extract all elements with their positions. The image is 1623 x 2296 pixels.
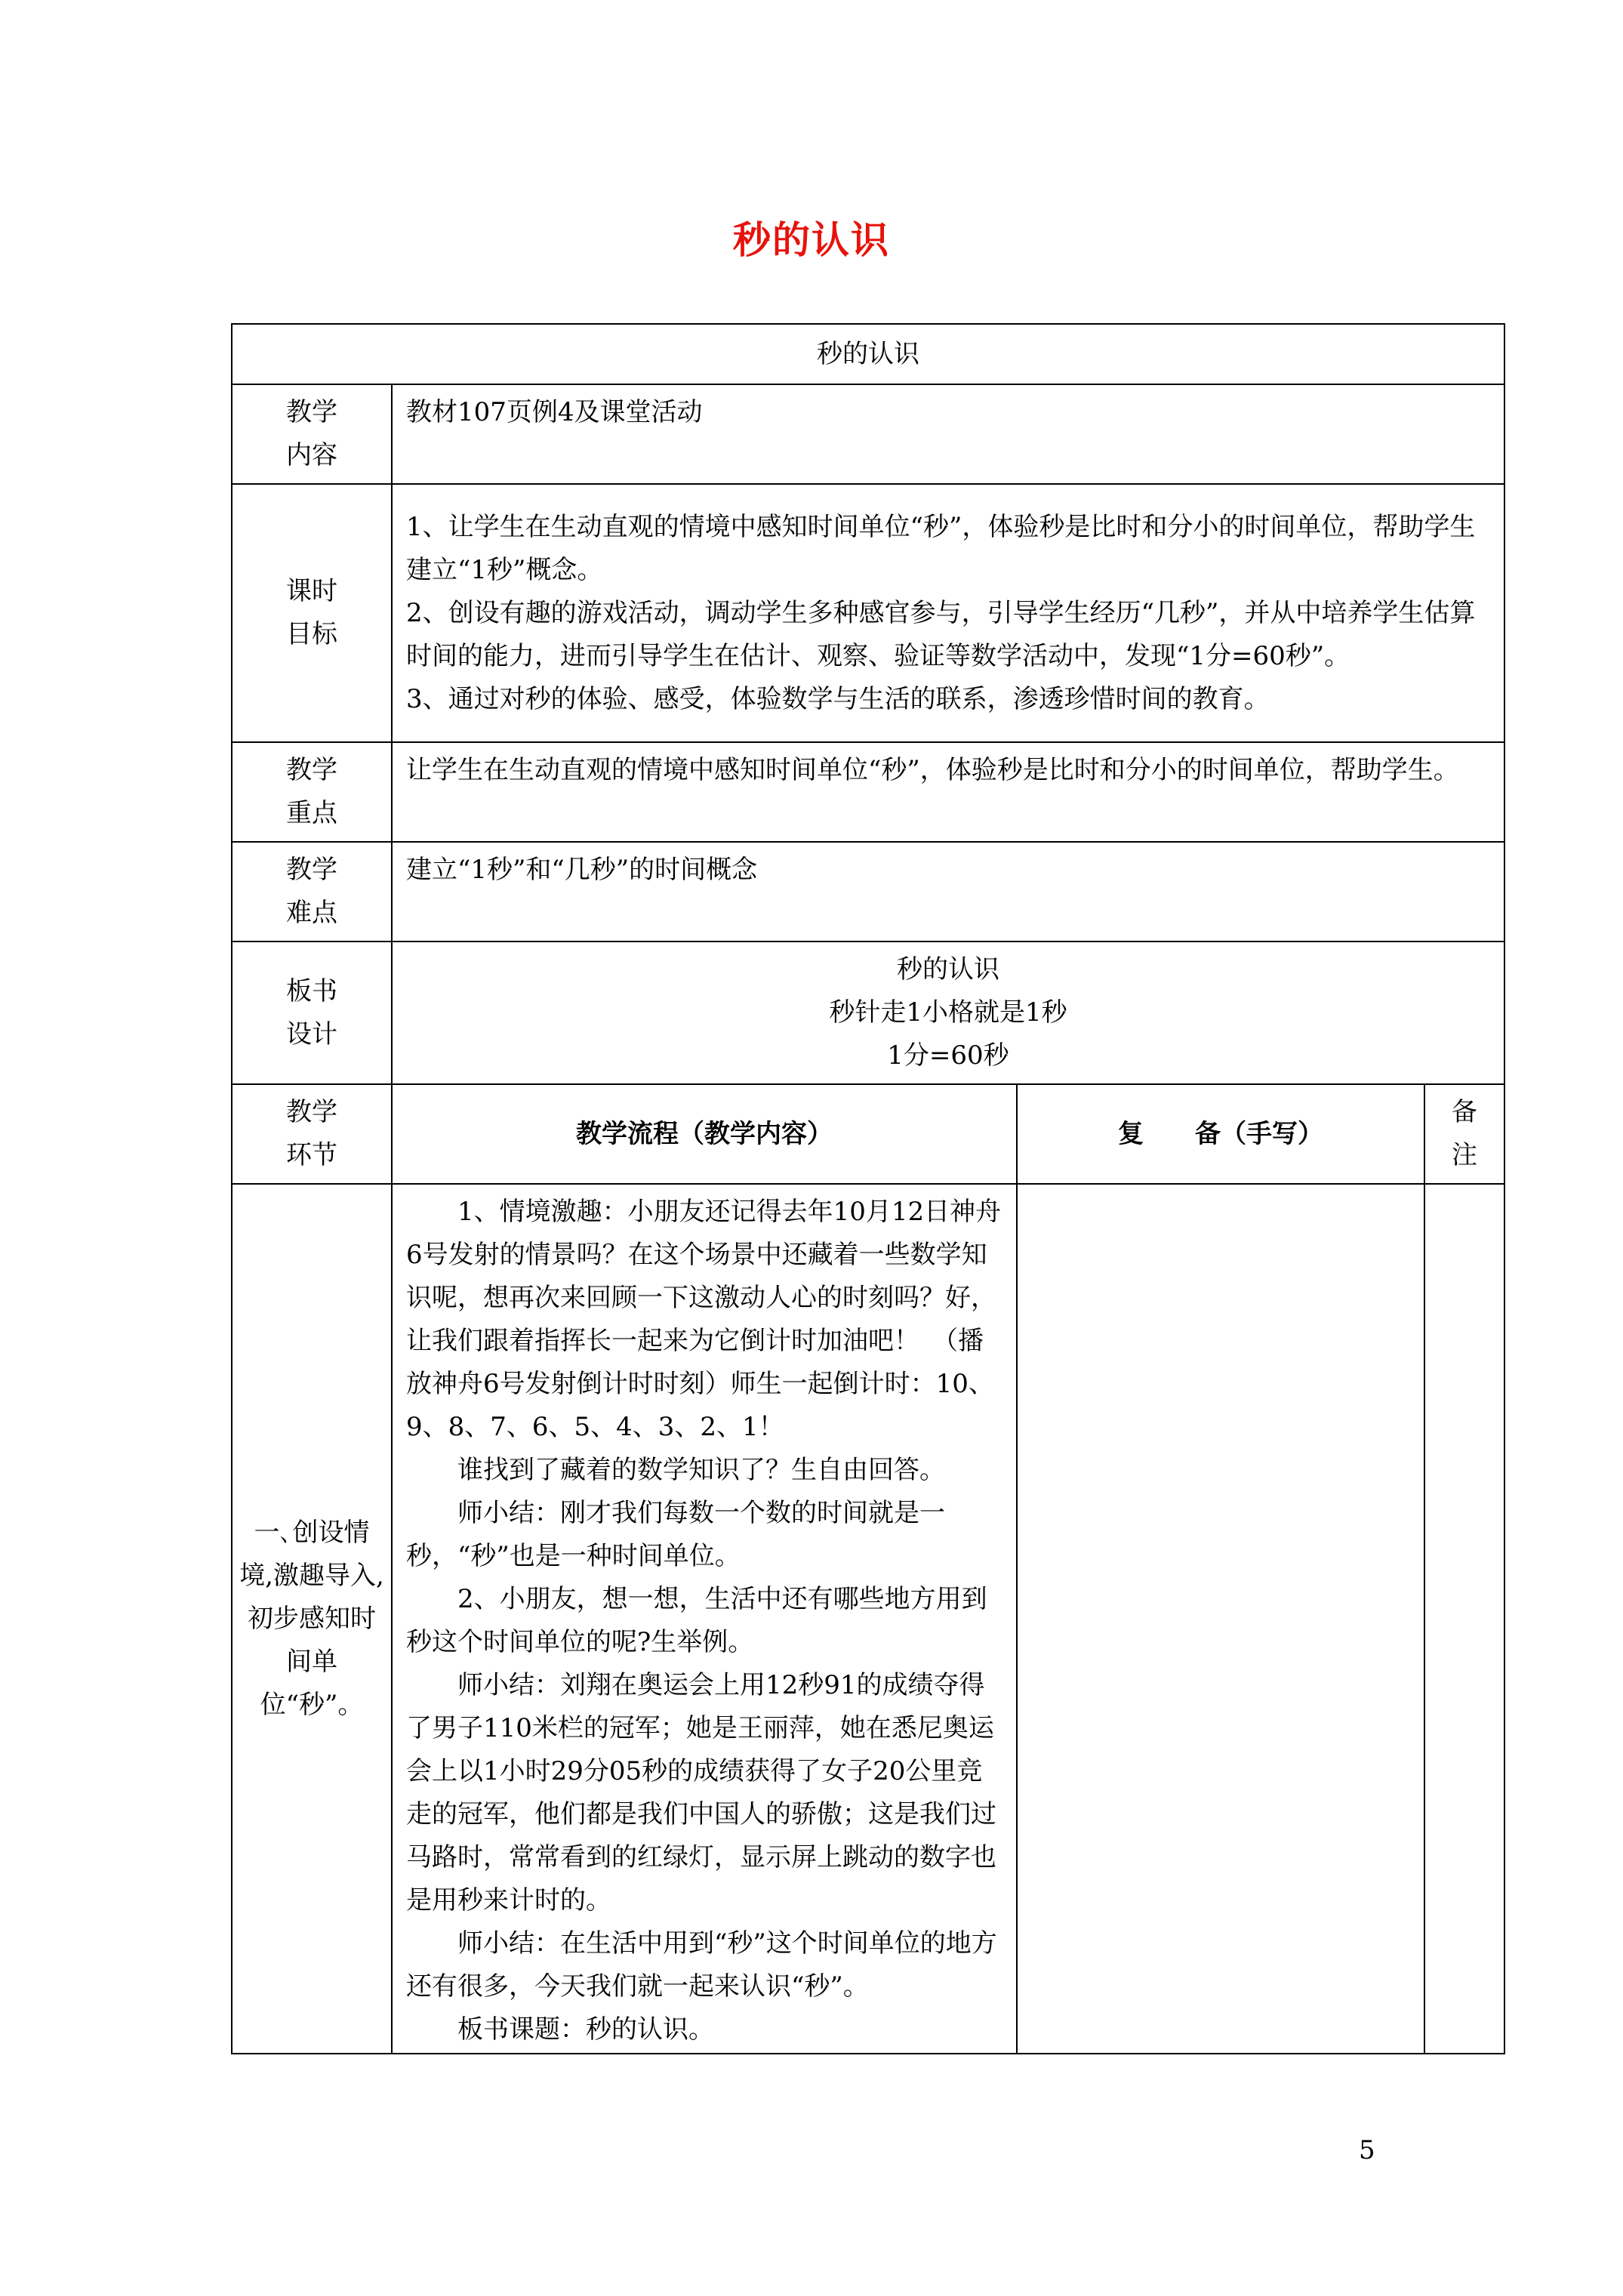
stage1-paragraph-4: 2、小朋友，想一想，生活中还有哪些地方用到秒这个时间单位的呢?生举例。 [406, 1584, 987, 1657]
stage-header: 教学 环节 [232, 1084, 392, 1184]
board-line-1: 秒的认识 [897, 954, 999, 985]
prep-header: 复 备（手写） [1017, 1084, 1424, 1184]
stage1-paragraph-6: 师小结：在生活中用到“秒”这个时间单位的地方还有很多，今天我们就一起来认识“秒”。 [406, 1928, 997, 2002]
key-point-row [232, 742, 1504, 842]
board-design [392, 942, 1504, 1084]
board-line-3: 1分=60秒 [887, 1040, 1009, 1071]
goals-row [232, 484, 1504, 742]
process-header: 教学流程（教学内容） [392, 1084, 1017, 1184]
key-point-label: 教学 重点 [232, 742, 392, 842]
stage1-paragraph-2: 谁找到了藏着的数学知识了？生自由回答。 [457, 1455, 945, 1485]
content-label: 教学 内容 [232, 384, 392, 484]
page-number: 5 [1359, 2135, 1375, 2165]
goal-item-3: 3、通过对秒的体验、感受，体验数学与生活的联系，渗透珍惜时间的教育。 [406, 683, 1270, 714]
flow-header-row [232, 1084, 1504, 1184]
content-text: 教材107页例4及课堂活动 [392, 384, 1504, 484]
key-point-text: 让学生在生动直观的情境中感知时间单位“秒”，体验秒是比时和分小的时间单位，帮助学生。 [392, 742, 1504, 842]
table-header: 秒的认识 [232, 324, 1504, 384]
stage1-prep [1017, 1184, 1424, 2054]
stage1-paragraph-3: 师小结：刚才我们每数一个数的时间就是一秒，“秒”也是一种时间单位。 [406, 1498, 945, 1571]
lesson-plan-table [231, 323, 1505, 2054]
goal-item-1: 1、让学生在生动直观的情境中感知时间单位“秒”，体验秒是比时和分小的时间单位，帮助学生建立“1秒”概念。 [406, 511, 1476, 585]
content-row [232, 384, 1504, 484]
stage1-paragraph-5: 师小结：刘翔在奥运会上用12秒91的成绩夺得了男子110米栏的冠军；她是王丽萍，她在悉尼奥运会上以1小时29分05秒的成绩获得了女子20公里竞走的冠军，他们都是我们中国人的骄傲；这是我们过马路时，常常看到的红绿灯，显示屏上跳动的数字也是用秒来计时的。 [406, 1670, 996, 1915]
stage1-label: 一､创设情境,激趣导入,初步感知时间单位“秒”。 [232, 1184, 392, 2054]
board-line-2: 秒针走1小格就是1秒 [829, 997, 1067, 1028]
board-row [232, 942, 1504, 1084]
table-header-row [232, 324, 1504, 384]
board-label: 板书 设计 [232, 942, 392, 1084]
goal-item-2: 2、创设有趣的游戏活动，调动学生多种感官参与，引导学生经历“几秒”，并从中培养学生估算时间的能力，进而引导学生在估计、观察、验证等数学活动中，发现“1分=60秒”。 [406, 597, 1476, 671]
stage1-paragraph-1: 1、情境激趣：小朋友还记得去年10月12日神舟6号发射的情景吗？在这个场景中还藏着一些数学知识呢，想再次来回顾一下这激动人心的时刻吗？好，让我们跟着指挥长一起来为它倒计时加油吧！ （播放神舟6号发射倒计时时刻）师生一起倒计时：10、9、8、7、6、5、4、3、2、1！ [406, 1197, 1002, 1442]
notes-header: 备 注 [1424, 1084, 1504, 1184]
document-title: 秒的认识 [733, 217, 890, 262]
goals-text [392, 484, 1504, 742]
stage1-row [232, 1184, 1504, 2054]
stage1-paragraph-7: 板书课题：秒的认识。 [457, 2014, 714, 2045]
stage1-notes [1424, 1184, 1504, 2054]
difficulty-row [232, 842, 1504, 942]
difficulty-label: 教学 难点 [232, 842, 392, 942]
stage1-process [392, 1184, 1017, 2054]
difficulty-text: 建立“1秒”和“几秒”的时间概念 [392, 842, 1504, 942]
goals-label: 课时 目标 [232, 484, 392, 742]
